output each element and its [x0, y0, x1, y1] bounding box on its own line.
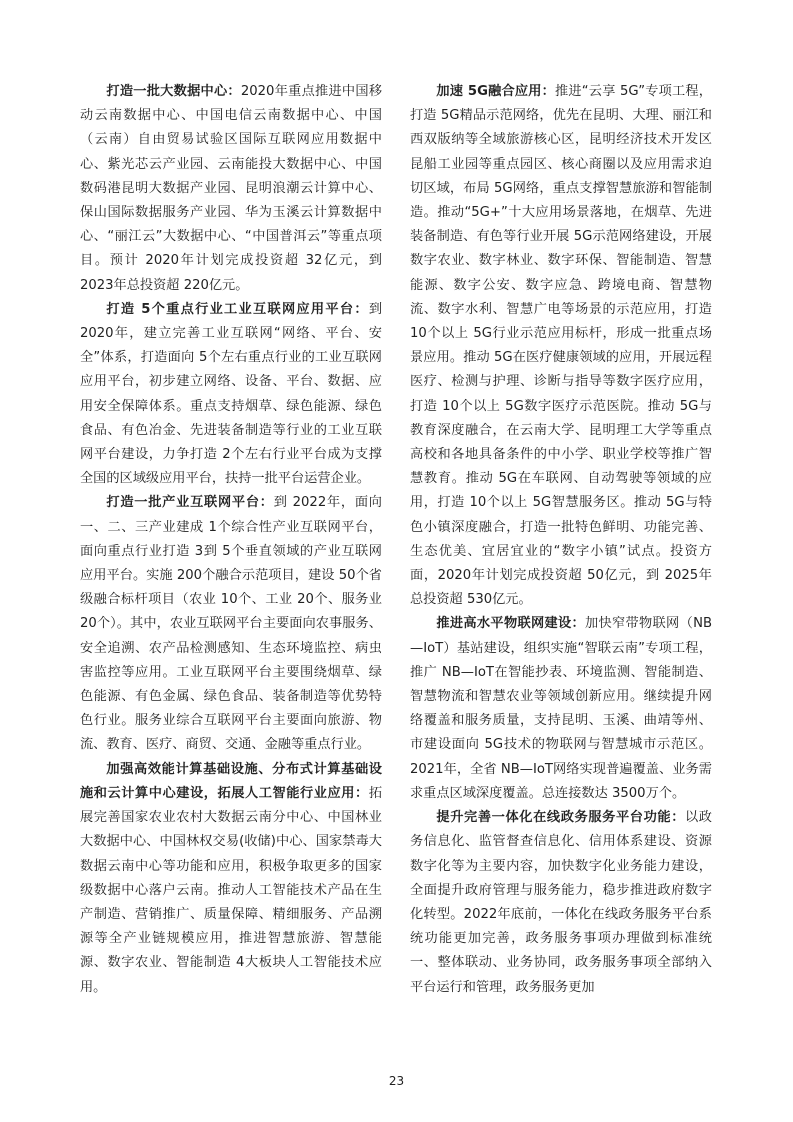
paragraph-title: 加强高效能计算基础设施、分布式计算基础设施和云计算中心建设，拓展人工智能行业应用： — [80, 761, 382, 801]
paragraph-text: 推进“云享 5G”专项工程，打造 5G精品示范网络，优先在昆明、大理、丽江和西双版纳等全域旅游核心区，昆明经济技术开发区昆船工业园等重点园区、核心商圈以及应用需求迫切区域，布局 5G网络，重点支撑智慧旅游和智能制造。推动“5G+”十大应用场景落地，在烟草、先进装备制造、有色等行业开展 5G示范网络建设，开展数字农业、数字林业、数字环保、智能制造、智慧能源、数字公安、数字应急、跨境电商、智慧物流、数字水利、智慧广电等场景的示范应用，打造 10个以上 5G行业示范应用标杆，形成一批重点场景应用。推动 5G在医疗健康领域的应用，开展远程医疗、检测与护理、诊断与指导等数字医疗应用，打造 10个以上 5G数字医疗示范医院。推动 5G与教育深度融合，在云南大学、昆明理工大学等重点高校和各地具备条件的中小学、职业学校等推广智慧教育。推动 5G在车联网、自动驾驶等领域的应用，打造 10个以上 5G智慧服务区。推动 5G与特色小镇深度融合，打造一批特色鲜明、功能完善、生态优美、宜居宜业的“数字小镇”试点。投资方面，2020年计划完成投资超 50亿元，到 2025年总投资超 530亿元。 — [410, 84, 712, 608]
paragraph-text: 以政务信息化、监管督查信息化、信用体系建设、资源数字化等为主要内容，加快数字化业务能力建设，全面提升政府管理与服务能力，稳步推进政府数字化转型。2022年底前，一体化在线政务服务平台系统功能更加完善，政务服务事项办理做到标准统一、整体联动、业务协同，政务服务事项全部纳入平台运行和管理，政务服务更加 — [410, 810, 712, 995]
paragraph-text: 到 2020年，建立完善工业互联网“网络、平台、安全”体系，打造面向 5个左右重点行业的工业互联网应用平台，初步建立网络、设备、平台、数据、应用安全保障体系。重点支持烟草、绿色能源、绿色食品、有色冶金、先进装备制造等行业的工业互联网平台建设，力争打造 2个左右行业平台成为支撑全国的区域级应用平台，扶持一批平台运营企业。 — [80, 301, 382, 487]
paragraph-text: 加快窄带物联网（NB—IoT）基站建设，组织实施“智联云南”专项工程，推广 NB—IoT在智能抄表、环境监测、智能制造、智慧物流和智慧农业等领域创新应用。继续提升网络覆盖和服务质量，支持昆明、玉溪、曲靖等州、市建设面向 5G技术的物联网与智慧城市示范区。2021年，全省 NB—IoT网络实现普遍覆盖、业务需求重点区域深度覆盖。总连接数达 3500万个。 — [410, 616, 712, 801]
paragraph-title: 提升完善一体化在线政务服务平台功能： — [436, 810, 685, 826]
paragraph-text: 拓展完善国家农业农村大数据云南分中心、中国林业大数据中心、中国林权交易(收储)中心、国家禁毒大数据云南中心等功能和应用，积极争取更多的国家级数据中心落户云南。推动人工智能技术产品在生产制造、营销推广、质量保障、精细服务、产品溯源等全产业链规模应用，推进智慧旅游、智慧能源、数字农业、智能制造 4大板块人工智能技术应用。 — [80, 785, 382, 995]
paragraph — [80, 80, 382, 298]
left-column — [80, 80, 382, 1000]
paragraph-title: 加速 5G融合应用： — [436, 84, 556, 99]
paragraph — [80, 298, 382, 492]
paragraph-text: 到 2022年，面向一、二、三产业建成 1个综合性产业互联网平台，面向重点行业打造 3到 5个垂直领域的产业互联网应用平台。实施 200个融合示范项目，建设 50个省级融合标杆项目（农业 10个、工业 20个、服务业 20个）。其中，农业互联网平台主要面向农事服务、安全追溯、农产品检测感知、生态环境监控、病虫害监控等应用。工业互联网平台主要围绕烟草、绿色能源、有色金属、绿色食品、装备制造等优势特色行业。服务业综合互联网平台主要面向旅游、物流、教育、医疗、商贸、交通、金融等重点行业。 — [80, 495, 382, 753]
paragraph — [410, 80, 712, 612]
paragraph — [80, 758, 382, 1000]
paragraph — [410, 612, 712, 806]
paragraph-title: 推进高水平物联网建设： — [436, 616, 585, 632]
paragraph-title: 打造 5个重点行业工业互联网应用平台： — [106, 301, 369, 317]
paragraph-title: 打造一批产业互联网平台： — [106, 495, 274, 511]
paragraph-text: 2020年重点推进中国移动云南数据中心、中国电信云南数据中心、中国（云南）自由贸易试验区国际互联网应用数据中心、紫光芯云产业园、云南能投大数据中心、中国数码港昆明大数据产业园、昆明浪潮云计算中心、保山国际数据服务产业园、华为玉溪云计算数据中心、“丽江云”大数据中心、“中国普洱云”等重点项目。预计 2020年计划完成投资超 32亿元，到 2023年总投资超 220亿元。 — [80, 84, 383, 293]
paragraph-title: 打造一批大数据中心： — [106, 84, 241, 99]
paragraph — [80, 491, 382, 757]
page-number: 23 — [388, 1074, 405, 1088]
right-column — [410, 80, 712, 1000]
paragraph — [410, 806, 712, 1000]
